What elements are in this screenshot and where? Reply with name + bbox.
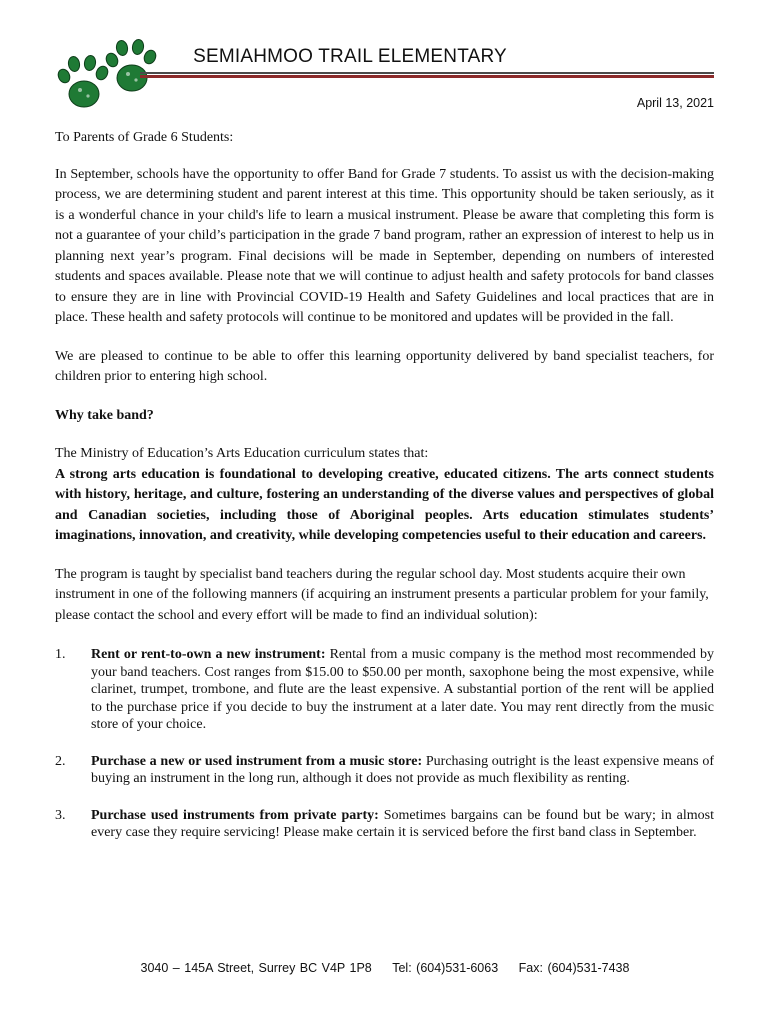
- list-item-number: 3.: [55, 807, 66, 823]
- list-item: [55, 646, 714, 734]
- list-item-text: Rental from a music company is the method most recommended by your band teachers. Cost ranges from $15.00 to $50.00 per month, saxophone being the most expensive, while clarinet, trumpet, trombone, and flute are the least expensive. A substantial portion of the rent will be applied to the purchase price if you decide to buy the instrument at a later date. You may rent directly from the music store of your choice.: [91, 647, 714, 732]
- list-item: [55, 753, 714, 788]
- opportunity-paragraph: We are pleased to continue to be able to offer this learning opportunity delivered by band specialist teachers, for children prior to entering high school.: [55, 348, 714, 384]
- footer-fax: Fax: (604)531-7438: [518, 961, 630, 975]
- letter-footer: [0, 961, 770, 975]
- ministry-intro: The Ministry of Education’s Arts Education curriculum states that:: [55, 446, 429, 461]
- list-item-lead: Purchase used instruments from private party:: [91, 807, 379, 823]
- instrument-options-list: [55, 646, 714, 842]
- school-name: SEMIAHMOO TRAIL ELEMENTARY: [193, 46, 507, 67]
- why-band-heading: Why take band?: [55, 407, 154, 423]
- list-item-text: Sometimes bargains can be found but be wary; in almost every case they require servicing! Please make certain it is serviced before the first band class in September.: [91, 807, 714, 840]
- letter-body: [55, 128, 714, 861]
- list-item-text: Purchasing outright is the least expensive means of buying an instrument in the long run, although it does not provide as much flexibility as renting.: [91, 753, 714, 786]
- list-item-lead: Rent or rent-to-own a new instrument:: [91, 647, 326, 662]
- list-item: [55, 807, 714, 842]
- footer-address: 3040 – 145A Street, Surrey BC V4P 1P8: [140, 961, 372, 975]
- footer-tel: Tel: (604)531-6063: [392, 961, 499, 975]
- program-paragraph: The program is taught by specialist band teachers during the regular school day. Most students acquire their own instrument in one of the following manners (if acquiring an instrument presents a particular problem for your family, please contact the school and every effort will be made to find an individual solution):: [55, 566, 709, 623]
- header-rule-red: [140, 75, 714, 78]
- salutation: To Parents of Grade 6 Students:: [55, 130, 234, 145]
- intro-paragraph: In September, schools have the opportunity to offer Band for Grade 7 students. To assist us with the decision-making process, we are determining student and parent interest at this time. This opportunity should be taken seriously, as it is a wonderful chance in your child's life to learn a musical instrument. Please be aware that completing this form is not a guarantee of your child’s participation in the grade 7 band program, rather an expression of interest to help us in planning next year’s program. Final decisions will be made in September, depending on numbers of interested students and spaces available. Please note that we will continue to adjust health and safety protocols for band classes to ensure they are in line with Provincial COVID-19 Health and Safety Guidelines and local practices that are in place. These health and safety protocols will continue to be monitored and updates will be provided in the fall.: [55, 166, 714, 325]
- letter-date: April 13, 2021: [636, 96, 714, 110]
- header-rule-dark: [140, 72, 714, 74]
- list-item-number: 2.: [55, 753, 66, 769]
- list-item-lead: Purchase a new or used instrument from a music store:: [91, 753, 423, 769]
- ministry-quote: A strong arts education is foundational to developing creative, educated citizens. The arts connect students with history, heritage, and culture, fostering an understanding of the diverse values and perspectives of global and Canadian societies, including those of Aboriginal peoples. Arts education stimulates students’ imaginations, innovation, and creativity, while developing competencies useful to their education and careers.: [55, 466, 714, 543]
- list-item-number: 1.: [55, 647, 66, 662]
- paw-prints-logo-icon: [52, 36, 164, 122]
